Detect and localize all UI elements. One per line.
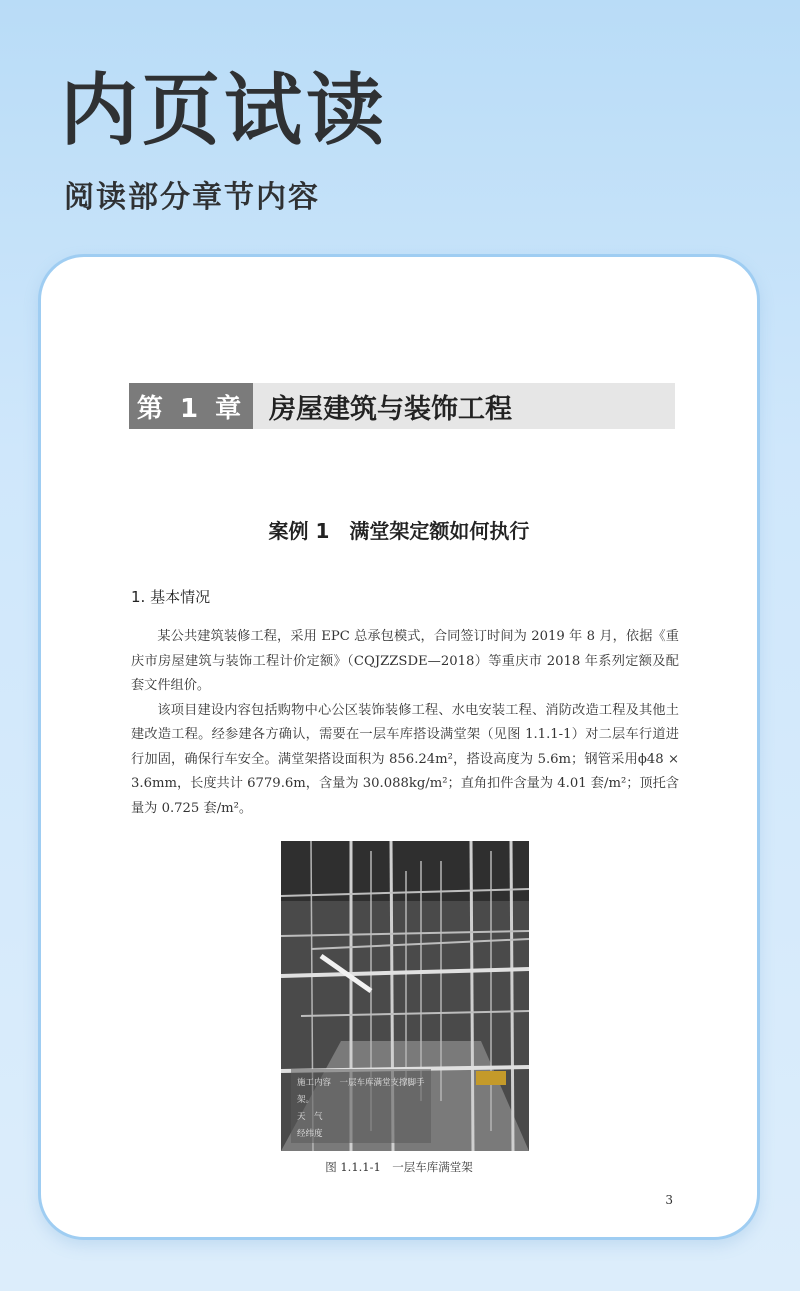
- chapter-title: 房屋建筑与装饰工程: [269, 393, 512, 425]
- overlay-label: 经纬度: [297, 1129, 323, 1139]
- hero-subtitle: 阅读部分章节内容: [64, 180, 320, 215]
- chapter-banner: [129, 383, 675, 429]
- page-preview-card: [38, 254, 760, 1240]
- case-title: 案例 1 满堂架定额如何执行: [268, 519, 530, 543]
- figure-caption: 图 1.1.1-1 一层车库满堂架: [325, 1160, 473, 1174]
- paragraph: 该项目建设内容包括购物中心公区装饰装修工程、水电安装工程、消防改造工程及其他土建改造工程。经参建各方确认，需要在一层车库搭设满堂架（见图 1.1.1-1）对二层车行道进行加固，确保行车安全。满堂架搭设面积为 856.24m²，搭设高度为 5.6m；钢管采用ϕ48 × 3.6mm，长度共计 6779.6m，含量为 30.088kg/m²；直角扣件含量为 4.01 套/m²；顶托含量为 0.725 套/m²。: [131, 702, 679, 816]
- page-number: 3: [665, 1193, 673, 1207]
- overlay-value: 一层车库满堂支撑脚手架。: [297, 1078, 425, 1105]
- paragraph: 某公共建筑装修工程，采用 EPC 总承包模式，合同签订时间为 2019 年 8 月，依据《重庆市房屋建筑与装饰工程计价定额》（CQJZZSDE—2018）等重庆市 2018 年系列定额及配套文件组价。: [131, 629, 679, 693]
- hero-title: 内页试读: [60, 66, 389, 156]
- overlay-label: 施工内容: [297, 1078, 332, 1088]
- scaffold-photo: [281, 841, 529, 1151]
- section-heading: 1. 基本情况: [131, 588, 211, 606]
- body-text: [131, 625, 679, 821]
- overlay-label: 天 气: [297, 1112, 323, 1122]
- chapter-number: 第 1 章: [129, 383, 253, 429]
- photo-info-overlay: [291, 1069, 431, 1143]
